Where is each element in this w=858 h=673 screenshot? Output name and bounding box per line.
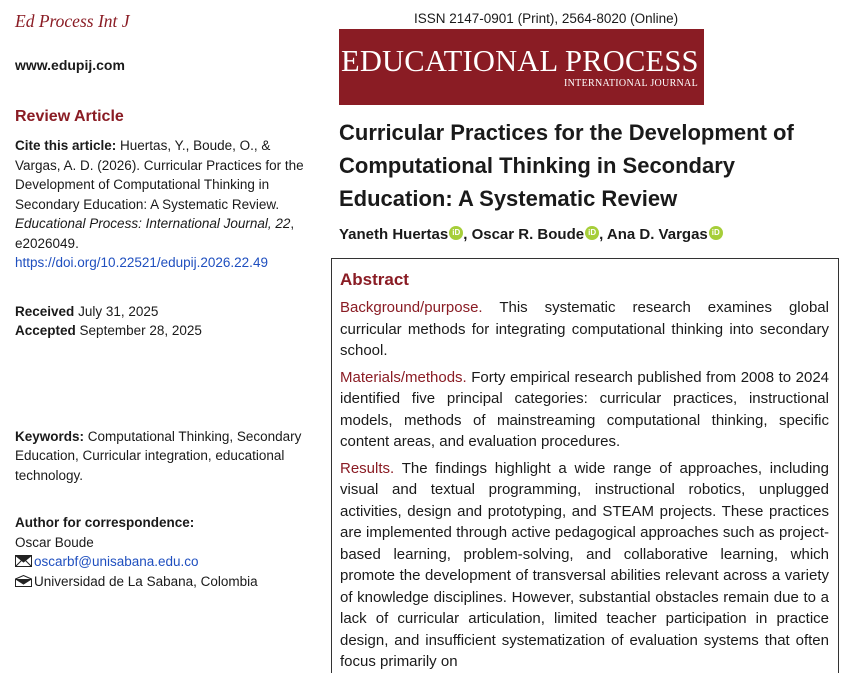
- orcid-icon[interactable]: iD: [585, 226, 599, 240]
- correspondence-email[interactable]: oscarbf@unisabana.edu.co: [34, 554, 199, 569]
- correspondence-block: [15, 513, 315, 591]
- orcid-icon[interactable]: iD: [709, 226, 723, 240]
- citation-journal: Educational Process: International Journal, 22: [15, 216, 291, 231]
- author-name: Oscar R. Boude: [471, 226, 585, 243]
- citation-label: Cite this article:: [15, 138, 117, 153]
- keywords-block: [15, 427, 315, 486]
- email-row: [15, 552, 315, 572]
- article-type: Review Article: [15, 107, 124, 125]
- accepted-row: [15, 321, 315, 341]
- banner-subtitle: INTERNATIONAL JOURNAL: [564, 78, 698, 89]
- received-label: Received: [15, 303, 75, 319]
- author-list: Yaneth Huertas iD , Oscar R. Boude iD , Ana D. Vargas iD: [339, 225, 723, 245]
- citation-block: [15, 136, 315, 273]
- author-name: Ana D. Vargas: [606, 226, 708, 243]
- correspondence-label: Author for correspondence:: [15, 515, 195, 530]
- background-text: This systematic research examines global curricular methods for integrating computational thinking into secondary school.: [340, 299, 829, 359]
- journal-short-title: Ed Process Int J: [15, 11, 130, 31]
- accepted-label: Accepted: [15, 323, 76, 338]
- author-name: Yaneth Huertas: [339, 226, 449, 243]
- envelope-icon: [15, 555, 32, 567]
- correspondence-affiliation: Universidad de La Sabana, Colombia: [34, 573, 258, 589]
- abstract-results: [340, 458, 829, 673]
- journal-banner: [339, 29, 704, 105]
- abstract-box: [331, 258, 839, 673]
- accepted-date: September 28, 2025: [79, 323, 202, 338]
- background-label: Background/purpose.: [340, 299, 483, 316]
- doi-link[interactable]: https://doi.org/10.22521/edupij.2026.22.49: [15, 255, 268, 270]
- dates-block: [15, 302, 315, 341]
- results-text: The findings highlight a wide range of approaches, including visual and textual programming, instructional robotics, unplugged activities, design and prototyping, and STEAM projects. These practices are implemented through active pedagogical approaches such as project-based learning, problem-solving, and collaborative learning, which promote the development of transversal abilities relevant across a variety of knowledge disciplines. However, substantial obstacles remain due to a lack of curricular articulation, limited teacher participation in practice design, and insufficient systematization of evaluation systems that often focus primarily on: [340, 459, 829, 670]
- orcid-icon[interactable]: iD: [449, 226, 463, 240]
- methods-label: Materials/methods.: [340, 368, 467, 386]
- received-date: July 31, 2025: [78, 303, 159, 319]
- article-title: Curricular Practices for the Development of Computational Thinking in Secondary Education: A Systematic Review: [339, 120, 794, 211]
- journal-website[interactable]: www.edupij.com: [15, 57, 125, 73]
- banner-title: EDUCATIONAL PROCESS: [341, 44, 699, 78]
- results-label: Results.: [340, 459, 395, 477]
- abstract-methods: [340, 367, 829, 453]
- abstract-background: [340, 297, 829, 362]
- citation-text: Huertas, Y., Boude, O., & Vargas, A. D. (2026). Curricular Practices for the Development of Computational Thinking in Secondary Education: A Systematic Review.: [15, 138, 304, 212]
- citation-id: , e2026049.: [15, 216, 295, 251]
- article-sidebar: [15, 10, 315, 591]
- envelope-open-icon: [15, 575, 32, 587]
- keywords-text: Computational Thinking, Secondary Education, Curricular integration, educational technology.: [15, 428, 302, 483]
- keywords-label: Keywords:: [15, 428, 85, 444]
- affiliation-row: [15, 572, 315, 592]
- abstract-heading: Abstract: [340, 270, 409, 289]
- correspondence-name: Oscar Boude: [15, 534, 94, 550]
- methods-text: Forty empirical research published from 2008 to 2024 identified five principal categories: curricular practices, instructional models, methods of mainstreaming computational thinking, specific content areas, and evaluation procedures.: [340, 368, 830, 450]
- issn-line: ISSN 2147-0901 (Print), 2564-8020 (Online): [414, 11, 679, 26]
- received-row: [15, 302, 315, 322]
